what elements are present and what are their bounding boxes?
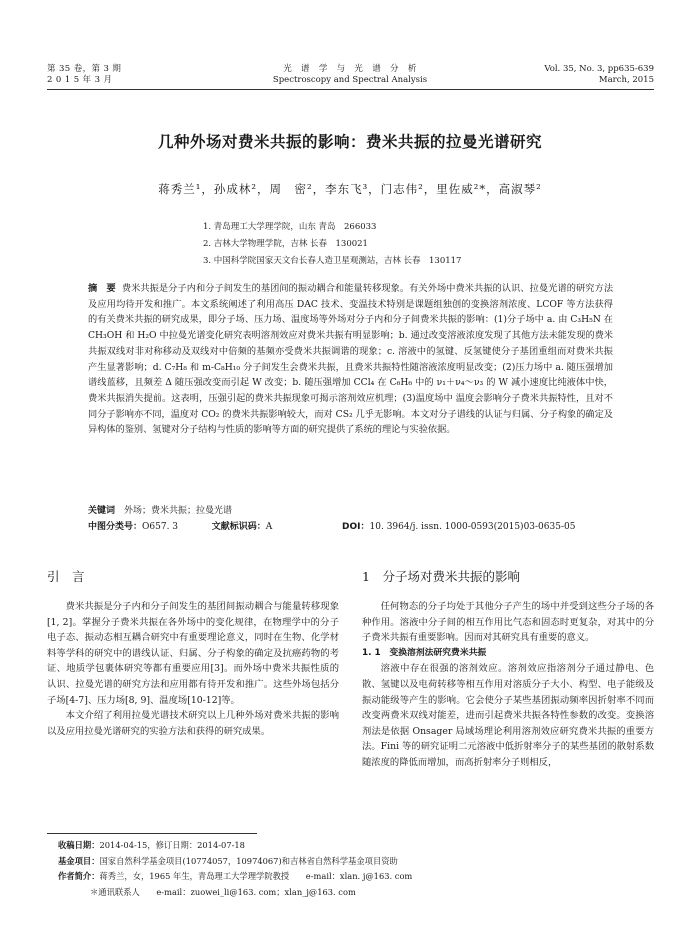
intro-heading: 引 言 [47,569,85,584]
abstract-text: 费米共振是分子内和分子间发生的基团间的振动耦合和能量转移现象。有关外场中费米共振的认识、拉曼光谱的研究方法及应用均待开发和推广。本文系统阐述了利用高压 DAC 技术、变温技术特别是课题组独创的变换溶剂浓度、LCOF 等方法获得的有关费米共振的研究成果，即分子场、压力场、温度场等外场对分子内和分子间费米共振的影响：(1)分子场中 a. 由 C₃H₅N 在 CH₃OH 和 H₂O 中拉曼光谱变化研究表明溶剂效应对费米共振有明显影响；b. 通过改变溶液浓度发现了其他方法未能发现的费米共振双线对非对称移动及双线对中倍频的基频亦受费米共振调谐的现象；c. 溶液中的氢键、反氢键使分子基团重组而对费米共振产生显著影响；d. C₇H₈ 和 m-C₈H₁₀ 分子间发生会费米共振，且费米共振特性随溶液浓度明显改变；(2)压力场中 a. 随压强增加谱线蓝移，且频差 Δ 随压强改变而引起 W 改变；b. 随压强增加 CCl₄ 在 C₆H₆ 中的 ν₁＋ν₄～ν₃ 的 W 减小速度比纯液体中快，费米共振消失提前。这表明，压强引起的费米共振现象可揭示溶剂效应机理；(3)温度场中 温度会影响分子费米共振特性，且对不同分子影响亦不同，温度对 CO₂ 的费米共振影响较大，而对 CS₂ 几乎无影响。本文对分子谱线的认证与归属、分子构象的确定及异构体的鉴别、氢键对分子结构与性质的影响等方面的研究提供了系统的理论与实验依据。 [88,283,614,436]
classification-line [88,519,628,535]
abstract-label: 摘 要 [88,283,116,294]
doi-value: 10. 3964/j. issn. 1000-0593(2015)03-0635-05 [369,522,576,532]
affiliation-item: 3. 中国科学院国家天文台长春人造卫星观测站，吉林 长春 130117 [203,256,462,266]
doc-code-label: 文献标识码： [211,522,266,532]
clc-label: 中图分类号： [88,522,143,532]
keywords-text: 外场；费米共振；拉曼光谱 [124,506,233,516]
affiliation-item: 1. 青岛理工大学理学院，山东 青岛 266033 [203,222,377,232]
fund-label: 基金项目： [58,855,100,866]
received-label: 收稿日期： [58,840,100,850]
author-bio-value: 蒋秀兰，女，1965 年生，青岛理工大学理学院教授 e-mail：xlan. j@163. com [99,871,413,881]
header-volume: 第 35 卷，第 3 期 [47,64,122,74]
section-1-body [362,599,654,771]
fund-line [58,854,658,870]
doc-code-value: A [265,522,273,532]
keywords-label: 关键词 [88,506,116,516]
footnote [58,838,658,900]
section-paragraph: 任何物态的分子均处于其他分子产生的场中并受到这些分子场的各种作用。溶液中分子间的相互作用比气态和固态时更复杂，对其中的分子费米共振有重要影响。因而对其研究具有重要的意义。 [362,601,654,644]
header-journal-cn: 光 谱 学 与 光 谱 分 析 [283,64,417,74]
affiliation-item: 2. 吉林大学物理学院，吉林 长春 130021 [203,239,368,249]
paper-title: 几种外场对费米共振的影响：费米共振的拉曼光谱研究 [157,133,542,151]
footnote-rule [47,833,257,834]
received-line [58,838,658,854]
author-bio-line [58,869,658,885]
received-value: 2014-04-15，修订日期：2014-07-18 [99,840,245,850]
corresponding-author: ＊通讯联系人 e-mail：zuowei_li@163. com；xlan_j@163. com [90,886,356,897]
clc-value: O657. 3 [142,522,179,532]
fund-value: 国家自然科学基金项目(10774057，10974067)和吉林省自然科学基金项目资助 [99,855,398,866]
author-bio-label: 作者简介： [58,871,100,881]
intro-paragraph: 本文介绍了利用拉曼光谱技术研究以上几种外场对费米共振的影响以及应用拉曼光谱研究的实验方法和获得的研究成果。 [47,710,339,737]
doi-label: DOI： [342,522,370,532]
header-date: 2 0 1 5 年 3 月 [47,75,113,85]
intro-body [47,599,339,739]
author-list: 蒋秀兰¹，孙成林²，周 密²，李东飞³，门志伟²，里佐威²*，高淑琴² [158,182,542,196]
intro-paragraph: 费米共振是分子内和分子间发生的基团间振动耦合与能量转移现象[1, 2]。掌握分子费米共振在各外场中的变化规律，在物理学中的分子电子态、振动态相互耦合研究中有重要理论意义，同时在生物、化学材料等学科的研究中的谱线认证、归属、分子构象的确定及抗癌药物的考证、地质学包裹体研究等都有重要应用[3]。而外场中费米共振性质的认识、拉曼光谱的研究方法和应用都有待开发和推广。这些外场包括分子场[4-7]、压力场[8, 9]、温度场[10-12]等。 [47,601,339,706]
keywords [88,503,232,519]
section-paragraph: 溶液中存在很强的溶剂效应。溶剂效应指溶剂分子通过静电、色散、氢键以及电荷转移等相互作用对溶质分子大小、构型、电子能级及振动能级等产生的影响。它会使分子某些基团振动频率因折射率不同而改变两费米双线对能差，进而引起费米共振各特性参数的改变。变换溶剂法是依据 Onsager 局域场理论利用溶剂效应研究费米共振的重要方法。Fini 等的研究证明二元溶液中低折射率分子的某些基团的散射系数随浓度的降低而增加，而高折射率分子则相反， [362,663,654,768]
abstract [88,281,613,438]
affiliations [203,219,461,270]
header-rule [47,89,654,90]
header-volume-en: Vol. 35, No. 3, pp635-639 [544,64,654,74]
section-1-heading: 1 分子场对费米共振的影响 [362,569,520,584]
header-journal-en: Spectroscopy and Spectral Analysis [272,75,428,85]
header-date-en: March, 2015 [598,75,654,85]
subsection-heading: 1. 1 变换溶剂法研究费米共振 [362,647,487,658]
